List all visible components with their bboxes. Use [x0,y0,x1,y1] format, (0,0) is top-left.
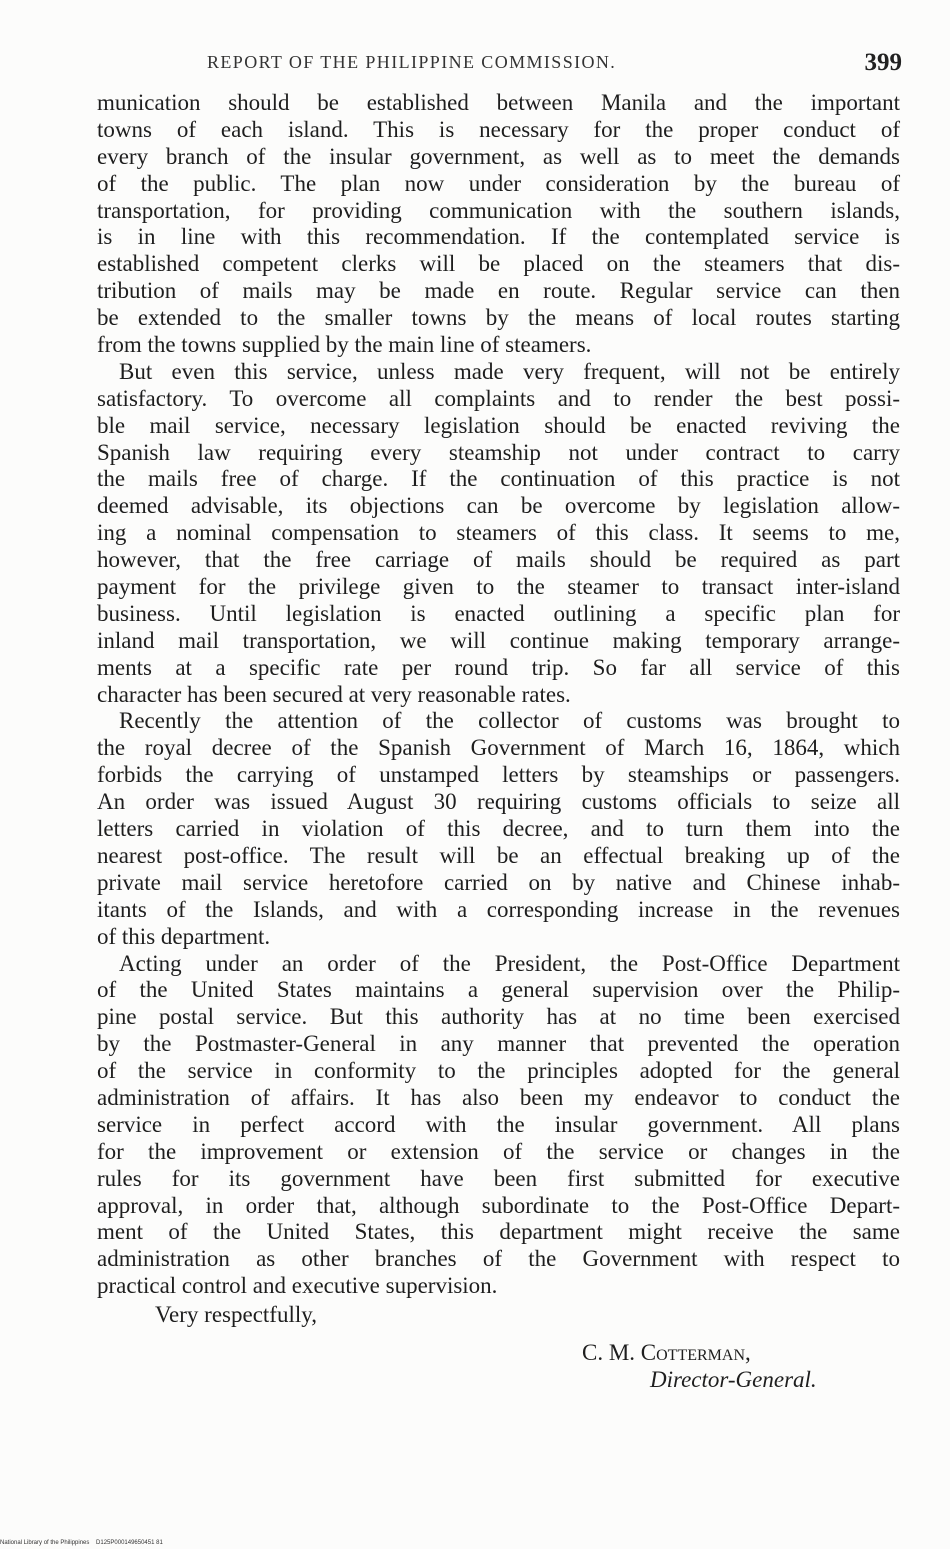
text-line: deemed advisable, its objections can be overcome by legislation allow- [97,493,900,519]
text-line: service in perfect accord with the insular government. All plans [97,1111,900,1137]
text-line: An order was issued August 30 requiring customs officials to seize all [97,789,900,815]
text-line: rules for its government have been first submitted for executive [97,1165,900,1191]
text-line: tribution of mails may be made en route. Regular service can then [97,278,900,304]
text-line: for the improvement or extension of the service or changes in the [97,1138,900,1164]
text-line: ing a nominal compensation to steamers of this class. It seems to me, [97,520,900,546]
text-line: But even this service, unless made very frequent, will not be entirely [119,358,900,384]
text-line: established competent clerks will be placed on the steamers that dis- [97,251,900,277]
paragraph [97,708,900,950]
signature-title: Director-General. [650,1367,817,1392]
text-line: Recently the attention of the collector of customs was brought to [119,708,900,734]
text-line: by the Postmaster-General in any manner that prevented the operation [97,1031,900,1057]
text-line: ble mail service, necessary legislation should be enacted reviving the [97,412,900,438]
paragraph [97,359,900,709]
text-line: payment for the privilege given to the steamer to transact inter-island [97,574,900,600]
text-line: pine postal service. But this authority has at no time been exercised [97,1004,900,1030]
text-line: character has been secured at very reasonable rates. [97,681,571,707]
text-line: transportation, for providing communication with the southern islands, [97,197,900,223]
text-line: towns of each island. This is necessary for the proper conduct of [97,116,900,142]
signature-name: C. M. Cotterman, [582,1340,751,1365]
text-line: letters carried in violation of this decree, and to turn them into the [97,816,900,842]
text-line: of this department. [97,923,271,949]
text-line: from the towns supplied by the main line of steamers. [97,332,592,358]
text-line: the mails free of charge. If the continuation of this practice is not [97,466,900,492]
body-text [97,90,900,1300]
text-line: practical control and executive supervision. [97,1273,498,1299]
paragraph [97,90,900,359]
text-line: nearest post-office. The result will be an effectual breaking up of the [97,842,900,868]
text-line: of the United States maintains a general supervision over the Philip- [97,977,900,1003]
text-line: Spanish law requiring every steamship not under contract to carry [97,439,900,465]
text-line: satisfactory. To overcome all complaints and to render the best possi- [97,385,900,411]
text-line: approval, in order that, although subordinate to the Post-Office Depart- [97,1192,900,1218]
text-line: every branch of the insular government, as well as to meet the demands [97,143,900,169]
text-line: ment of the United States, this department might receive the same [97,1219,900,1245]
text-line: however, that the free carriage of mails should be required as part [97,547,900,573]
text-line: of the public. The plan now under consideration by the bureau of [97,170,900,196]
text-line: the royal decree of the Spanish Government of March 16, 1864, which [97,735,900,761]
page-number: 399 [864,49,902,76]
closing: Very respectfully, [155,1302,317,1327]
text-line: is in line with this recommendation. If the contemplated service is [97,224,900,250]
text-line: itants of the Islands, and with a corresponding increase in the revenues [97,896,900,922]
page-header [97,49,902,82]
text-line: forbids the carrying of unstamped letters by steamships or passengers. [97,762,900,788]
text-line: be extended to the smaller towns by the means of local routes starting [97,305,900,331]
text-line: administration as other branches of the Government with respect to [97,1246,900,1272]
text-line: ments at a specific rate per round trip. So far all service of this [97,654,900,680]
text-line: private mail service heretofore carried on by native and Chinese inhab- [97,869,900,895]
text-line: munication should be established between Manila and the important [97,90,900,115]
text-line: inland mail transportation, we will continue making temporary arrange- [97,627,900,653]
paragraph [97,951,900,1301]
text-line: of the service in conformity to the principles adopted for the general [97,1058,900,1084]
running-title: REPORT OF THE PHILIPPINE COMMISSION. [207,52,617,72]
text-line: Acting under an order of the President, the Post-Office Department [119,950,900,976]
scan-footer: National Library of the Philippines D125P000149650451 81 [0,1540,163,1546]
text-line: business. Until legislation is enacted outlining a specific plan for [97,600,900,626]
text-line: administration of affairs. It has also been my endeavor to conduct the [97,1084,900,1110]
